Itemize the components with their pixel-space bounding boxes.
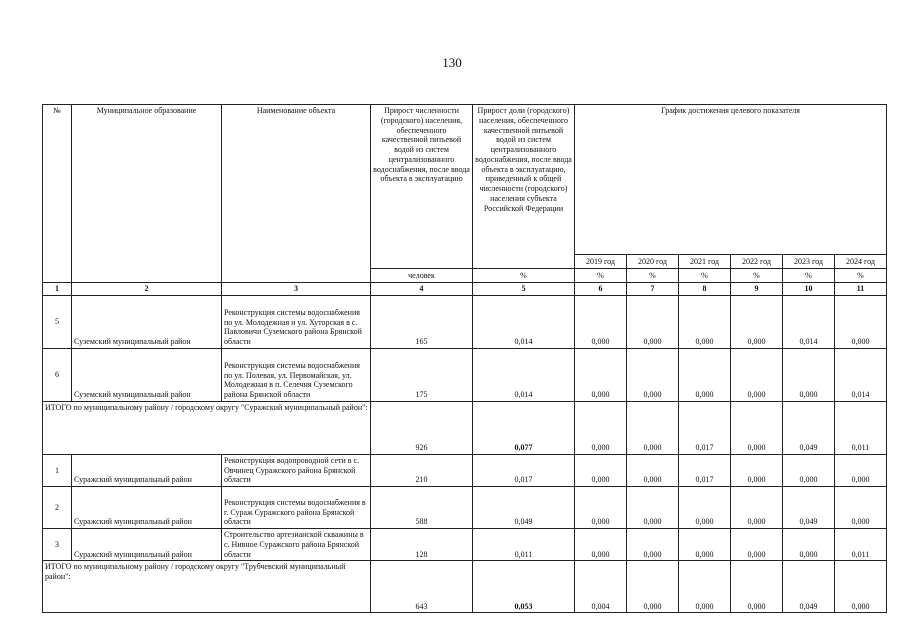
header-year: 2022 год xyxy=(731,255,783,269)
header-year: 2020 год xyxy=(627,255,679,269)
year-value: 0,004 xyxy=(575,561,627,613)
table-row xyxy=(43,529,887,561)
share-growth-value: 0,077 xyxy=(473,401,575,454)
header-year: 2019 год xyxy=(575,255,627,269)
year-value: 0,000 xyxy=(575,401,627,454)
year-value: 0,000 xyxy=(835,487,887,529)
year-value: 0,000 xyxy=(835,295,887,348)
total-row xyxy=(43,561,887,613)
year-value: 0,000 xyxy=(783,529,835,561)
column-index: 9 xyxy=(731,283,783,296)
population-growth-value: 643 xyxy=(371,561,473,613)
year-value: 0,000 xyxy=(731,348,783,401)
header-object-name: Наименование объекта xyxy=(222,105,371,283)
row-number: 1 xyxy=(43,454,72,486)
share-growth-value: 0,014 xyxy=(473,348,575,401)
column-index: 6 xyxy=(575,283,627,296)
table-row xyxy=(43,487,887,529)
municipality-name: Суражский муниципальный район xyxy=(72,529,222,561)
header-year: 2024 год xyxy=(835,255,887,269)
header-year: 2023 год xyxy=(783,255,835,269)
object-name: Реконструкция водопроводной сети в с. Овчинец Суражского района Брянской области xyxy=(222,454,371,486)
total-label: ИТОГО по муниципальному району / городскому округу "Суражский муниципальный район": xyxy=(43,401,371,454)
table-row xyxy=(43,295,887,348)
header-no: № xyxy=(43,105,72,283)
population-growth-value: 588 xyxy=(371,487,473,529)
row-number: 5 xyxy=(43,295,72,348)
column-index: 4 xyxy=(371,283,473,296)
page-number: 130 xyxy=(442,55,462,70)
row-number: 3 xyxy=(43,529,72,561)
year-value: 0,011 xyxy=(835,529,887,561)
unit-year: % xyxy=(731,269,783,283)
column-index: 3 xyxy=(222,283,371,296)
table-row xyxy=(43,454,887,486)
column-index: 2 xyxy=(72,283,222,296)
object-name: Строительство артезианской скважины в с. Нивное Суражского района Брянской области xyxy=(222,529,371,561)
year-value: 0,000 xyxy=(575,295,627,348)
year-value: 0,000 xyxy=(731,295,783,348)
share-growth-value: 0,049 xyxy=(473,487,575,529)
share-growth-value: 0,017 xyxy=(473,454,575,486)
object-name: Реконструкция системы водоснабжения в г. Сураж Суражского района Брянской области xyxy=(222,487,371,529)
year-value: 0,000 xyxy=(627,401,679,454)
unit-year: % xyxy=(783,269,835,283)
year-value: 0,000 xyxy=(627,295,679,348)
column-index: 1 xyxy=(43,283,72,296)
header-year: 2021 год xyxy=(679,255,731,269)
year-value: 0,011 xyxy=(835,401,887,454)
share-growth-value: 0,053 xyxy=(473,561,575,613)
year-value: 0,000 xyxy=(731,529,783,561)
year-value: 0,000 xyxy=(575,487,627,529)
unit-year: % xyxy=(835,269,887,283)
unit-share: % xyxy=(473,269,575,283)
year-value: 0,000 xyxy=(627,348,679,401)
year-value: 0,014 xyxy=(783,295,835,348)
municipality-name: Суражский муниципальный район xyxy=(72,454,222,486)
header-municipality: Муниципальное образование xyxy=(72,105,222,283)
year-value: 0,000 xyxy=(679,487,731,529)
year-value: 0,000 xyxy=(679,348,731,401)
year-value: 0,000 xyxy=(575,348,627,401)
header-schedule: График достижения целевого показателя xyxy=(575,105,887,255)
year-value: 0,000 xyxy=(627,487,679,529)
year-value: 0,000 xyxy=(575,529,627,561)
year-value: 0,000 xyxy=(679,561,731,613)
year-value: 0,000 xyxy=(731,487,783,529)
row-number: 2 xyxy=(43,487,72,529)
population-growth-value: 165 xyxy=(371,295,473,348)
share-growth-value: 0,014 xyxy=(473,295,575,348)
column-index-row xyxy=(43,283,887,296)
year-value: 0,000 xyxy=(627,561,679,613)
header-share-growth: Прирост доли (городского) населения, обеспеченного качественной питьевой водой из систем централизованного водоснабжения, после ввода объекта в эксплуатацию, приведенный к общей численности (городского) населения субъекта Российской Федерации xyxy=(473,105,575,269)
year-value: 0,000 xyxy=(783,348,835,401)
share-growth-value: 0,011 xyxy=(473,529,575,561)
year-value: 0,000 xyxy=(783,454,835,486)
target-indicator-table xyxy=(42,104,887,613)
year-value: 0,017 xyxy=(679,454,731,486)
year-value: 0,000 xyxy=(731,454,783,486)
population-growth-value: 175 xyxy=(371,348,473,401)
unit-year: % xyxy=(679,269,731,283)
column-index: 11 xyxy=(835,283,887,296)
year-value: 0,000 xyxy=(835,454,887,486)
year-value: 0,000 xyxy=(731,561,783,613)
population-growth-value: 210 xyxy=(371,454,473,486)
year-value: 0,000 xyxy=(575,454,627,486)
year-value: 0,000 xyxy=(627,454,679,486)
header-population-growth: Прирост численности (городского) населения, обеспеченного качественной питьевой водой из систем централизованного водоснабжения, после ввода объекта в эксплуатацию xyxy=(371,105,473,269)
year-value: 0,049 xyxy=(783,487,835,529)
year-value: 0,000 xyxy=(835,561,887,613)
year-value: 0,014 xyxy=(835,348,887,401)
header-row xyxy=(43,105,887,255)
row-number: 6 xyxy=(43,348,72,401)
total-label: ИТОГО по муниципальному району / городскому округу "Трубчевский муниципальный район": xyxy=(43,561,371,613)
object-name: Реконструкция системы водоснабжения по ул. Молодежная и ул. Хуторская в с. Павловичи Суземского района Брянской области xyxy=(222,295,371,348)
column-index: 10 xyxy=(783,283,835,296)
population-growth-value: 128 xyxy=(371,529,473,561)
municipality-name: Суражский муниципальный район xyxy=(72,487,222,529)
unit-year: % xyxy=(575,269,627,283)
unit-people: человек xyxy=(371,269,473,283)
municipality-name: Суземский муниципальный район xyxy=(72,295,222,348)
year-value: 0,000 xyxy=(679,295,731,348)
column-index: 5 xyxy=(473,283,575,296)
municipality-name: Суземский муниципальный район xyxy=(72,348,222,401)
total-row xyxy=(43,401,887,454)
object-name: Реконструкция системы водоснабжения по ул. Полевая, ул. Первомайская, ул. Молодежная в п. Селечня Суземского района Брянской области xyxy=(222,348,371,401)
year-value: 0,017 xyxy=(679,401,731,454)
population-growth-value: 926 xyxy=(371,401,473,454)
column-index: 8 xyxy=(679,283,731,296)
year-value: 0,000 xyxy=(627,529,679,561)
year-value: 0,049 xyxy=(783,401,835,454)
table-row xyxy=(43,348,887,401)
year-value: 0,000 xyxy=(679,529,731,561)
year-value: 0,000 xyxy=(731,401,783,454)
column-index: 7 xyxy=(627,283,679,296)
year-value: 0,049 xyxy=(783,561,835,613)
unit-year: % xyxy=(627,269,679,283)
